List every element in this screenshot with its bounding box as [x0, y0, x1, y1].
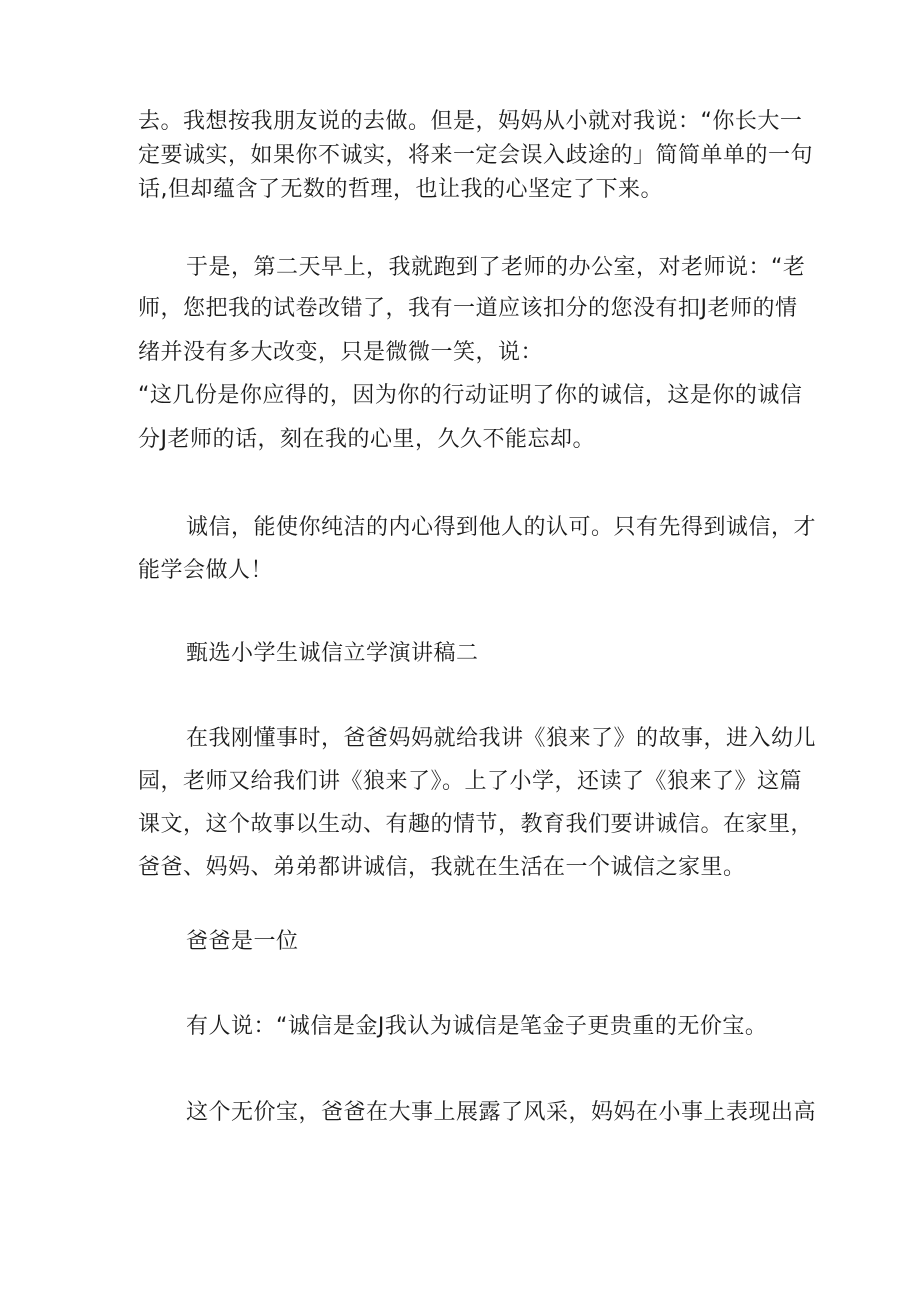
text-line: 爸爸、妈妈、弟弟都讲诚信，我就在生活在一个诚信之家里。	[138, 855, 746, 880]
text-line: “这几份是你应得的，因为你的行动证明了你的诚信，这是你的诚信	[138, 383, 803, 408]
text-line: 课文，这个故事以生动、有趣的情节，教育我们要讲诚信。在家里，	[138, 812, 814, 837]
text-line: 园，老师又给我们讲《狼来了》。上了小学，还读了《狼来了》这篇	[138, 769, 803, 794]
text-line: 定要诚实，如果你不诚实，将来一定会误入歧途的」简简单单的一句	[138, 143, 814, 168]
text-line: 能学会做人！	[138, 558, 274, 583]
text-line: 于是，第二天早上，我就跑到了老师的办公室，对老师说：“老	[186, 255, 806, 280]
text-line: 在我刚懂事时，爸爸妈妈就给我讲《狼来了》的故事，进入幼儿	[186, 726, 817, 751]
text-line: 师，您把我的试卷改错了，我有一道应该扣分的您没有扣J老师的情	[138, 296, 798, 321]
text-line: 这个无价宝，爸爸在大事上展露了风采，妈妈在小事上表现出高	[186, 1100, 817, 1125]
text-line: 去。我想按我朋友说的去做。但是，妈妈从小就对我说：“你长大一	[138, 109, 803, 134]
text-line: 分J老师的话，刻在我的心里，久久不能忘却。	[138, 427, 595, 452]
text-line: 绪并没有多大改变，只是微微一笑，说：	[138, 340, 544, 365]
section-heading: 甄选小学生诚信立学演讲稿二	[186, 641, 479, 666]
text-line: 爸爸是一位	[186, 929, 299, 954]
text-line: 有人说：“诚信是金J我认为诚信是笔金子更贵重的无价宝。	[186, 1014, 768, 1039]
text-line: 诚信，能使你纯洁的内心得到他人的认可。只有先得到诚信，才	[186, 515, 817, 540]
text-line: 话,但却蕴含了无数的哲理，也让我的心坚定了下来。	[138, 177, 663, 202]
